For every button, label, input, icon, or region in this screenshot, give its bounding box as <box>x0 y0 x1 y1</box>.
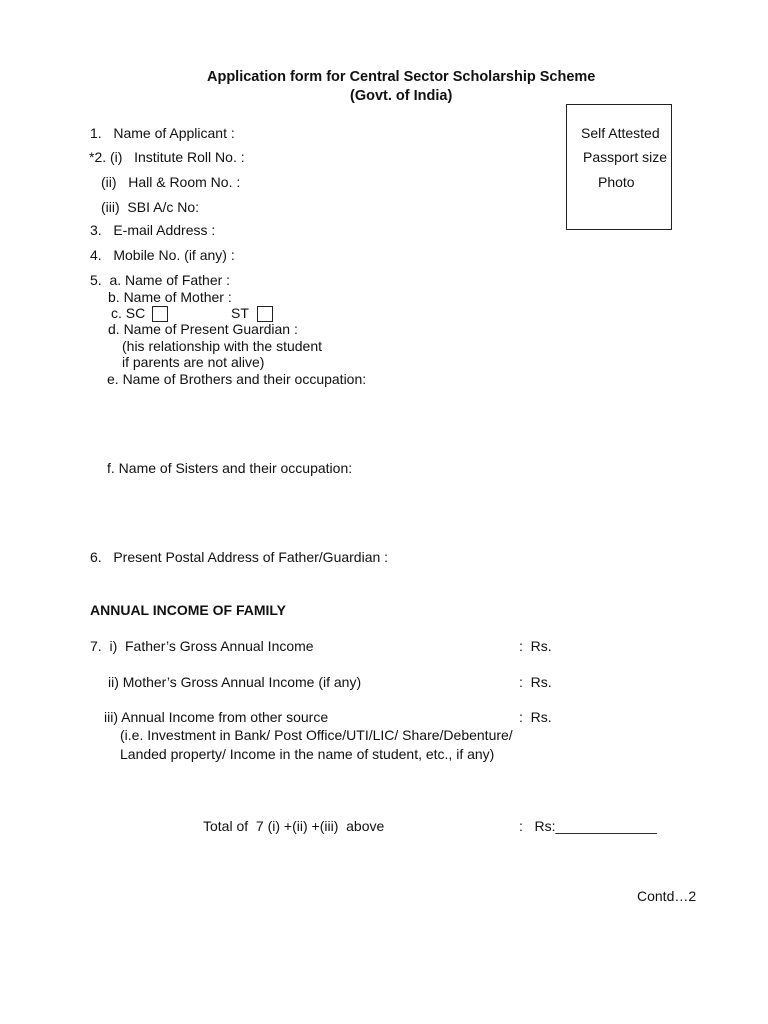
photo-box-line3: Photo <box>598 174 635 190</box>
income-father-label: 7. i) Father’s Gross Annual Income <box>90 638 314 654</box>
income-other-label: iii) Annual Income from other source <box>104 709 329 725</box>
st-checkbox[interactable] <box>257 306 273 322</box>
photo-box <box>566 104 672 230</box>
field-brothers-occupation: e. Name of Brothers and their occupation: <box>107 371 367 387</box>
annual-income-heading: ANNUAL INCOME OF FAMILY <box>90 602 287 618</box>
income-total-label: Total of 7 (i) +(ii) +(iii) above <box>203 818 385 834</box>
income-other-note-2: Landed property/ Income in the name of student, etc., if any) <box>120 746 495 762</box>
field-sisters-occupation: f. Name of Sisters and their occupation: <box>107 460 353 476</box>
field-guardian-note-1: (his relationship with the student <box>122 338 322 354</box>
photo-box-line2: Passport size <box>583 149 668 165</box>
sc-checkbox[interactable] <box>152 306 168 322</box>
field-sbi-account-no: (iii) SBI A/c No: <box>101 199 200 215</box>
field-hall-room-no: (ii) Hall & Room No. : <box>101 174 241 190</box>
field-st-label: ST <box>231 305 249 321</box>
field-postal-address: 6. Present Postal Address of Father/Guardian : <box>90 549 389 565</box>
field-email-address: 3. E-mail Address : <box>90 222 216 238</box>
form-title: Application form for Central Sector Scholarship Scheme <box>207 69 596 85</box>
field-institute-roll-no: *2. (i) Institute Roll No. : <box>89 149 245 165</box>
income-mother-value: : Rs. <box>519 674 552 690</box>
field-mobile-no: 4. Mobile No. (if any) : <box>90 247 235 263</box>
income-other-value: : Rs. <box>519 709 552 725</box>
field-guardian-note-2: if parents are not alive) <box>122 354 265 370</box>
income-total-value: : Rs:_____________ <box>519 818 657 834</box>
income-mother-label: ii) Mother’s Gross Annual Income (if any) <box>108 674 362 690</box>
field-sc-label: c. SC <box>111 305 146 321</box>
field-name-of-mother: b. Name of Mother : <box>108 289 232 305</box>
income-other-note-1: (i.e. Investment in Bank/ Post Office/UTI/LIC/ Share/Debenture/ <box>120 727 513 743</box>
income-father-value: : Rs. <box>519 638 552 654</box>
continued-note: Contd…2 <box>637 888 697 904</box>
field-name-of-applicant: 1. Name of Applicant : <box>90 125 235 141</box>
field-present-guardian: d. Name of Present Guardian : <box>108 321 298 337</box>
field-name-of-father: 5. a. Name of Father : <box>90 272 231 288</box>
photo-box-line1: Self Attested <box>581 125 660 141</box>
form-subtitle: (Govt. of India) <box>350 88 453 104</box>
